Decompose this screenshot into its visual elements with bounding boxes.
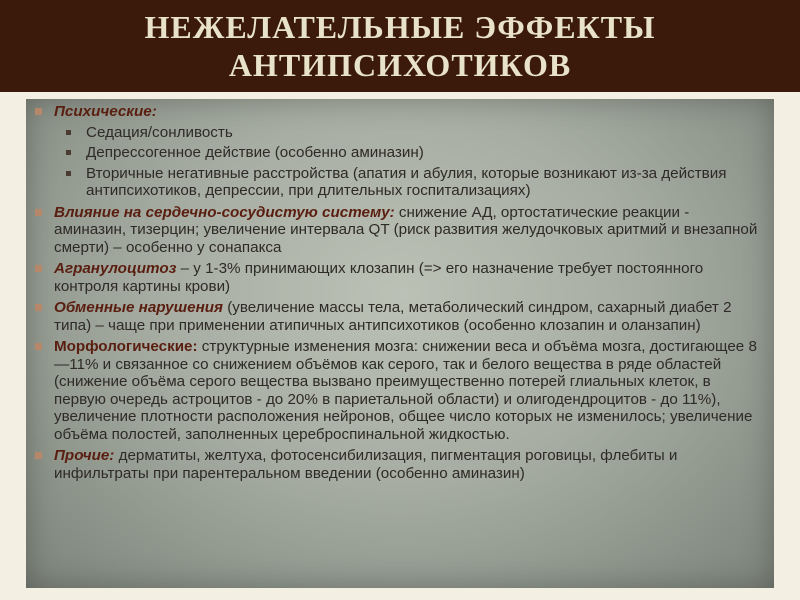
item-text: снижение АД, ортостатические реакции - аминазин, тизерцин; увеличение интервала QT (риск развития желудочковых аритмий и внезапной смерти) – особенно у сонапакса — [54, 203, 758, 256]
item-label: Обменные нарушения — [54, 299, 223, 316]
list-item-other — [30, 447, 760, 482]
sub-item-depressogenic: Депрессогенное действие (особенно аминазин) — [54, 144, 760, 162]
item-label: Психические: — [54, 103, 157, 120]
item-text: (увеличение массы тела, метаболический синдром, сахарный диабет 2 типа) – чаще при применении атипичных антипсихотиков (особенно клозапин и оланзапин) — [54, 299, 732, 334]
title-bar — [0, 0, 800, 92]
list-item-metabolic — [30, 299, 760, 334]
list-item-cardiovascular — [30, 204, 760, 257]
content-panel — [26, 99, 774, 588]
title-line-2: АНТИПСИХОТИКОВ — [228, 47, 572, 83]
list-item-agranulocytosis — [30, 260, 760, 295]
list-item-psychic — [30, 103, 760, 200]
item-label: Агранулоцитоз — [54, 260, 177, 277]
psychic-sublist — [54, 124, 760, 200]
list-item-morphological — [30, 338, 760, 443]
title-line-1: НЕЖЕЛАТЕЛЬНЫЕ ЭФФЕКТЫ — [144, 9, 656, 45]
item-text: структурные изменения мозга: снижении веса и объёма мозга, достигающее 8—11% и связанное со снижением объёмов как серого, так и белого вещества в ряде областей (снижение объёма серого вещества вызвано преимущественно потерей глиальных клеток, в первую очередь астроцитов - до 20% в париетальной области) и олигодендроцитов - до 11%), увеличение плотности расположения нейронов, общее число которых не изменилось; увеличение объёма полостей, заполненных цереброспинальной жидкостью. — [54, 338, 757, 443]
item-text: дерматиты, желтуха, фотосенсибилизация, пигментация роговицы, флебиты и инфильтраты при парентеральном введении (особенно аминазин) — [54, 447, 678, 482]
slide-title — [145, 8, 656, 84]
effects-list — [30, 103, 760, 482]
item-label: Морфологические: — [54, 338, 198, 355]
sub-item-sedation: Седация/сонливость — [54, 124, 760, 142]
sub-item-negative-disorders: Вторичные негативные расстройства (апатия и абулия, которые возникают из-за действия антипсихотиков, депрессии, при длительных госпитализациях) — [54, 165, 760, 200]
item-label: Влияние на сердечно-сосудистую систему: — [54, 203, 395, 221]
item-text: – у 1-3% принимающих клозапин (=> его назначение требует постоянного контроля картины крови) — [54, 260, 704, 295]
item-label: Прочие: — [54, 447, 115, 464]
